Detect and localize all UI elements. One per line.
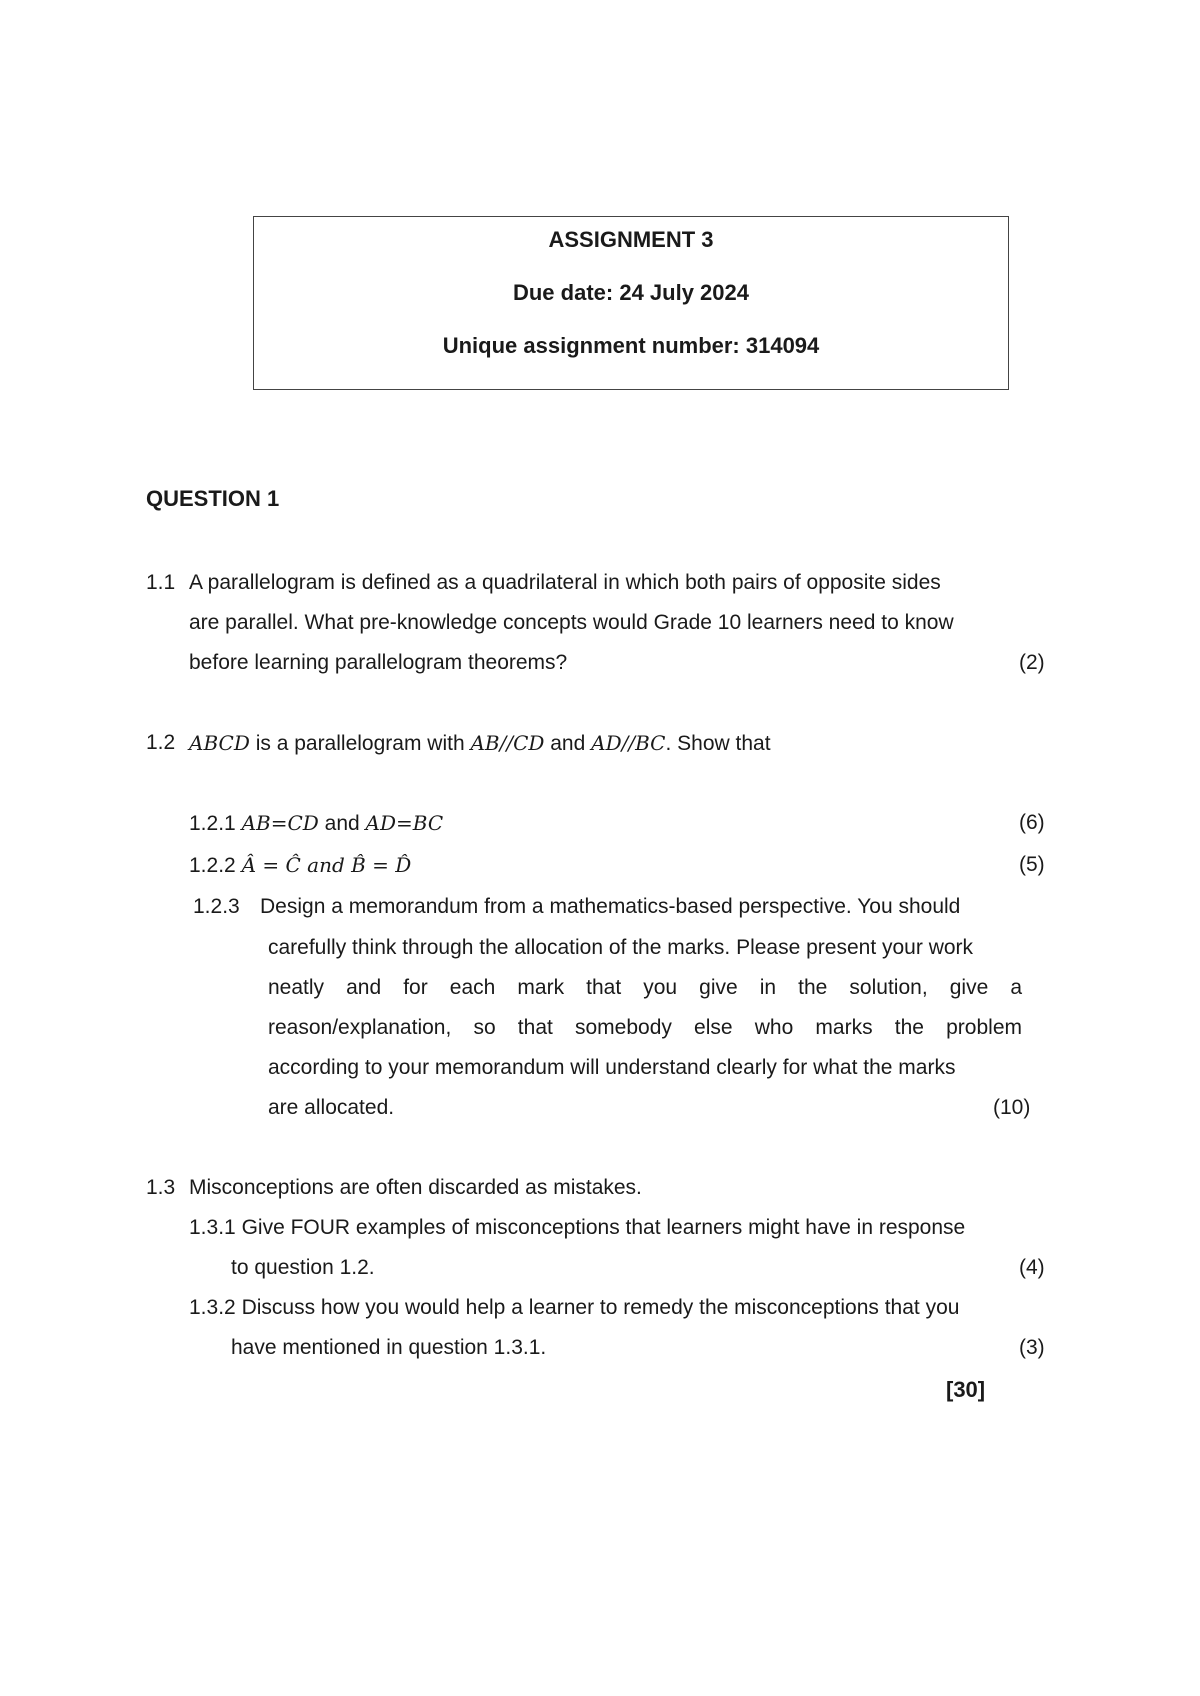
q1-2-math-ad-bc: AD//BC [591,731,666,755]
q1-3-1-line-2: to question 1.2. [231,1256,375,1279]
q1-3-1-line-1 [189,1215,965,1241]
q1-2-3-line-5: according to your memorandum will understand clearly for what the marks [268,1056,956,1079]
q1-2-3-line-3: neatly and for each mark that you give in the solution, give a [268,976,1022,999]
q1-1-marks: (2) [1019,651,1045,674]
question-heading: QUESTION 1 [146,486,280,511]
q1-2-3-line-2: carefully think through the allocation of the marks. Please present your work [268,936,974,959]
q1-2-1-math-1: AB=CD [241,811,319,835]
q1-3-number: 1.3 [146,1176,176,1199]
q1-2-1-math-2: AD=BC [365,811,444,835]
q1-3-1-number: 1.3.1 [189,1216,236,1239]
q1-2-3-number: 1.2.3 [193,895,240,918]
assignment-header-box [253,216,1009,390]
q1-3-1-text-1: Give FOUR examples of misconceptions that learners might have in response [241,1216,966,1239]
q1-2-1-text: and [318,812,366,835]
q1-2-3-line-6: are allocated. [268,1096,395,1119]
q1-1-line-1: A parallelogram is defined as a quadrilateral in which both pairs of opposite sides [189,571,941,594]
assignment-title: ASSIGNMENT 3 [548,227,714,252]
q1-2-1-line [189,810,443,837]
question-total-marks: [30] [946,1377,986,1402]
q1-2-intro [189,730,771,757]
q1-2-3-line-4: reason/explanation, so that somebody else who marks the problem [268,1016,1022,1039]
q1-1-line-2: are parallel. What pre-knowledge concepts would Grade 10 learners need to know [189,611,954,634]
unique-assignment-number: Unique assignment number: 314094 [442,333,820,358]
q1-3-1-marks: (4) [1019,1256,1045,1279]
q1-2-2-marks: (5) [1019,853,1045,876]
q1-3-2-marks: (3) [1019,1336,1045,1359]
q1-2-1-number: 1.2.1 [189,812,236,835]
q1-3-2-number: 1.3.2 [189,1296,236,1319]
q1-3-2-line-2: have mentioned in question 1.3.1. [231,1336,547,1359]
q1-3-intro: Misconceptions are often discarded as mistakes. [189,1176,642,1199]
q1-2-math-abcd: ABCD [189,731,250,755]
q1-3-2-text-1: Discuss how you would help a learner to remedy the misconceptions that you [241,1296,960,1319]
q1-2-2-math: Â = Ĉ and B̂ = D̂ [241,853,412,877]
q1-2-2-line [189,852,411,879]
q1-3-2-line-1 [189,1295,959,1321]
q1-2-3-line-1: Design a memorandum from a mathematics-based perspective. You should [260,895,961,918]
q1-2-1-marks: (6) [1019,811,1045,834]
q1-2-math-ab-cd: AB//CD [470,731,545,755]
q1-2-text-1: is a parallelogram with [249,732,471,755]
q1-2-3-marks: (10) [993,1096,1031,1119]
q1-1-line-3: before learning parallelogram theorems? [189,651,568,674]
q1-1-number: 1.1 [146,571,176,594]
q1-2-2-number: 1.2.2 [189,854,236,877]
q1-2-text-2: and [544,732,592,755]
q1-2-number: 1.2 [146,731,176,754]
due-date: Due date: 24 July 2024 [512,280,749,305]
q1-2-text-3: . Show that [665,732,771,755]
